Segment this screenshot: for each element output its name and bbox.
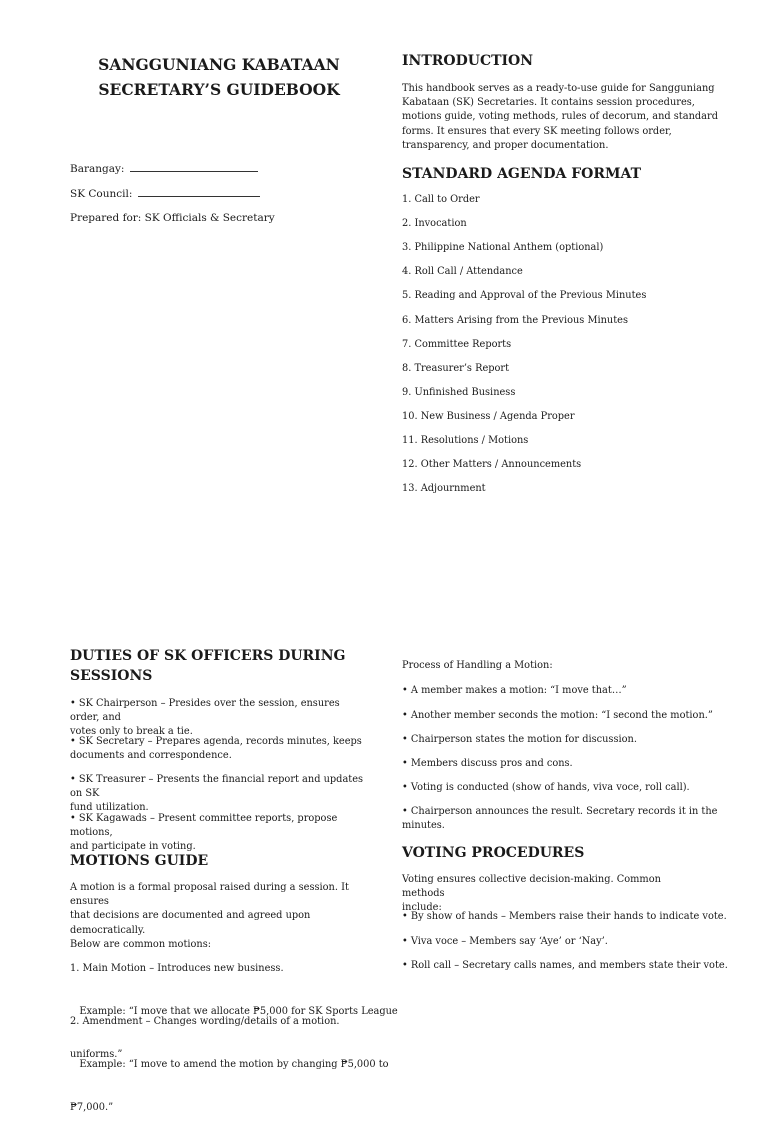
duties-heading [70, 646, 345, 686]
duty-line: • SK Chairperson – Presides over the session, ensures order, and [70, 698, 340, 724]
voting-intro-line: include: [402, 902, 442, 914]
amendment-example: Example: “I move to amend the motion by changing ₱5,000 to [70, 1059, 389, 1071]
motion-process-step [402, 733, 722, 747]
introduction-text [402, 82, 722, 153]
main-motion-line: 1. Main Motion – Introduces new business. [70, 963, 284, 975]
duty-line: documents and correspondence. [70, 750, 232, 762]
introduction-heading: INTRODUCTION [402, 53, 534, 69]
process-line: minutes. [402, 820, 445, 832]
motion-process-step [402, 684, 722, 698]
process-line: • Chairperson states the motion for discussion. [402, 734, 637, 745]
duties-heading-line-2: SESSIONS [70, 668, 153, 684]
agenda-item: 7. Committee Reports [402, 338, 512, 350]
amendment-item [70, 987, 398, 1143]
agenda-item: 2. Invocation [402, 218, 467, 230]
barangay-field [70, 162, 258, 175]
title-line-1: SANGGUNIANG KABATAAN [98, 55, 340, 74]
voting-method-item: • Roll call – Secretary calls names, and members state their vote. [402, 960, 728, 971]
main-motion-line: uniforms.” [70, 1048, 123, 1060]
agenda-item: 4. Roll Call / Attendance [402, 266, 523, 278]
process-line: • Members discuss pros and cons. [402, 758, 573, 769]
duties-heading-line-1: DUTIES OF SK OFFICERS DURING [70, 648, 346, 664]
process-line: • Chairperson announces the result. Secretary records it in the [402, 806, 718, 817]
voting-intro [402, 873, 702, 916]
prepared-for: Prepared for: SK Officials & Secretary [70, 212, 275, 224]
duty-line: • SK Kagawads – Present committee reports, propose motions, [70, 813, 338, 839]
title-line-2: SECRETARY’S GUIDEBOOK [98, 80, 340, 99]
motion-process-step [402, 781, 722, 795]
duty-item [70, 735, 370, 763]
agenda-item: 12. Other Matters / Announcements [402, 459, 582, 471]
voting-method-item: • By show of hands – Members raise their hands to indicate vote. [402, 911, 727, 922]
motions-intro-line: Below are common motions: [70, 938, 212, 950]
motions-intro-line: A motion is a formal proposal raised during a session. It ensures [70, 882, 349, 908]
duty-line: • SK Treasurer – Presents the financial report and updates on SK [70, 774, 364, 800]
agenda-item: 1. Call to Order [402, 194, 480, 205]
agenda-item: 11. Resolutions / Motions [402, 435, 529, 446]
intro-line: Kabataan (SK) Secretaries. It contains session procedures, [402, 97, 695, 109]
agenda-heading: STANDARD AGENDA FORMAT [402, 166, 642, 182]
duty-line: • SK Secretary – Prepares agenda, records minutes, keeps [70, 736, 362, 747]
motion-process-step [402, 709, 722, 723]
intro-line: transparency, and proper documentation. [402, 139, 609, 151]
agenda-item: 6. Matters Arising from the Previous Minutes [402, 314, 628, 326]
sk-council-label: SK Council: [70, 188, 136, 200]
barangay-blank-line [130, 162, 258, 172]
amendment-line: 2. Amendment – Changes wording/details of a motion. [70, 1016, 340, 1028]
sk-council-field [70, 187, 260, 200]
intro-line: This handbook serves as a ready-to-use guide for Sangguniang [402, 83, 715, 94]
agenda-item: 5. Reading and Approval of the Previous Minutes [402, 290, 647, 302]
agenda-item: 9. Unfinished Business [402, 386, 516, 398]
main-motion-example: Example: “I move that we allocate ₱5,000 for SK Sports League [70, 1006, 398, 1018]
agenda-item: 10. New Business / Agenda Proper [402, 410, 575, 422]
amendment-line: ₱7,000.” [70, 1101, 114, 1113]
duty-line: and participate in voting. [70, 841, 196, 853]
intro-line: forms. It ensures that every SK meeting follows order, [402, 125, 672, 137]
process-line: • Another member seconds the motion: “I second the motion.” [402, 710, 713, 721]
duty-line: fund utilization. [70, 802, 149, 814]
motions-guide-heading: MOTIONS GUIDE [70, 853, 209, 869]
motion-process-heading: Process of Handling a Motion: [402, 660, 553, 671]
motion-process-step [402, 805, 722, 833]
intro-line: motions guide, voting methods, rules of decorum, and standard [402, 111, 718, 123]
duty-item [70, 812, 370, 855]
process-line: • A member makes a motion: “I move that…” [402, 685, 627, 696]
voting-intro-line: Voting ensures collective decision-making. Common methods [402, 874, 661, 900]
voting-heading: VOTING PROCEDURES [402, 845, 585, 861]
agenda-item: 8. Treasurer’s Report [402, 362, 510, 374]
barangay-label: Barangay: [70, 163, 128, 175]
duty-line: votes only to break a tie. [70, 726, 193, 738]
motions-intro-line: that decisions are documented and agreed upon democratically. [70, 910, 311, 936]
process-line: • Voting is conducted (show of hands, viva voce, roll call). [402, 782, 690, 793]
voting-method-item: • Viva voce – Members say ‘Aye’ or ‘Nay’. [402, 936, 608, 947]
duty-item [70, 773, 370, 816]
duty-item [70, 697, 370, 740]
agenda-item: 3. Philippine National Anthem (optional) [402, 242, 604, 254]
document-title [70, 52, 368, 102]
motion-process-step [402, 757, 722, 771]
agenda-item: 13. Adjournment [402, 483, 486, 495]
sk-council-blank-line [138, 187, 260, 197]
